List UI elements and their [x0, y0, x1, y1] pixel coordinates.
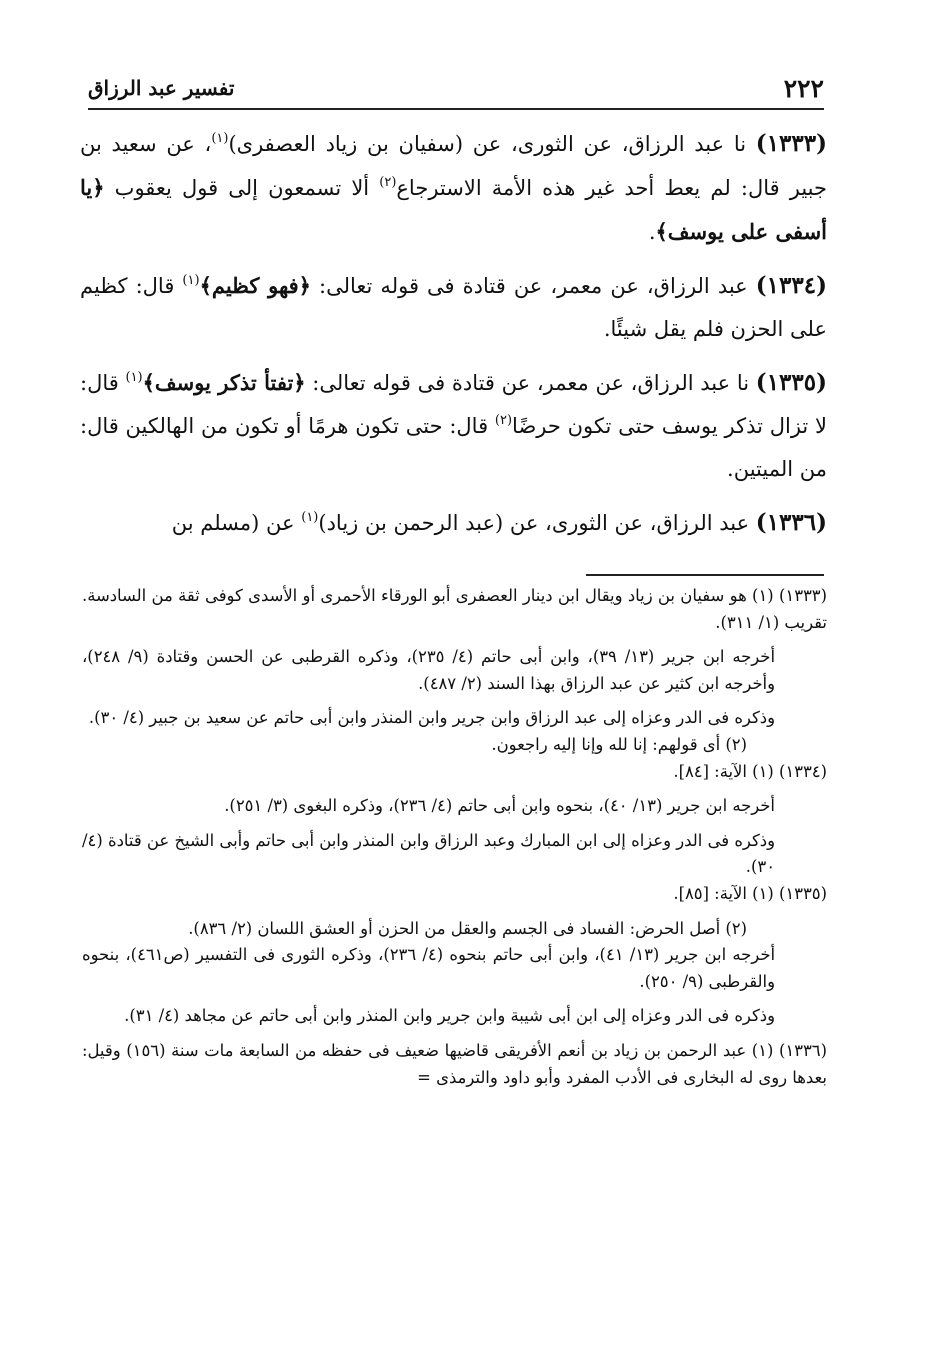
page-number: ٢٢٢: [783, 73, 824, 103]
entry-number: (١٣٣٥): [755, 369, 827, 396]
footnotes: [82, 583, 827, 1091]
entry-text: قال: لا تزال تذكر يوسف حتى تكون حرضًا: [80, 371, 827, 438]
quran-quote: ﴿تفتأ تذكر يوسف﴾: [142, 370, 306, 395]
footnote: وذكره فى الدر وعزاه إلى ابن أبى شيبة وابن جرير وابن المنذر وابن أبى حاتم عن مجاهد (٤/ ٣١).: [124, 1006, 775, 1026]
entry-text: قال: كظيم على الحزن فلم يقل شيئًا.: [80, 274, 827, 341]
footnote-marker: (١): [182, 273, 200, 288]
footnote: أخرجه ابن جرير (١٣/ ٣٩)، وابن أبى حاتم (٤/ ٢٣٥)، وذكره القرطبى عن الحسن وقتادة (٩/ ٢٤٨)، وأخرجه ابن كثير عن عبد الرزاق بهذا السند (٢/ ٤٨٧).: [82, 647, 775, 693]
entry-text: عبد الرزاق، عن معمر، عن قتادة فى قوله تعالى:: [310, 274, 756, 298]
footnote: (٢) أصل الحرض: الفساد فى الجسم والعقل من الحزن أو العشق اللسان (٢/ ٨٣٦).: [188, 918, 747, 938]
hadith-entry: [80, 122, 827, 254]
running-title: تفسير عبد الرزاق: [88, 76, 235, 100]
footnote: (١٣٣٣) (١) هو سفيان بن زياد ويقال ابن دينار العصفرى أبو الورقاء الأحمرى أو الأسدى كوفى ثقة من السادسة. تقريب (١/ ٣١١).: [82, 586, 828, 632]
entry-text: نا عبد الرزاق، عن معمر، عن قتادة فى قوله تعالى:: [305, 371, 756, 395]
footnote: وذكره فى الدر وعزاه إلى عبد الرزاق وابن جرير وابن المنذر وابن أبى حاتم عن سعيد بن جبير (٤/ ٣٠).: [88, 708, 775, 728]
entry-text: قال: حتى تكون هرمًا أو تكون من الهالكين قال: من الميتين.: [80, 414, 827, 481]
entry-text: .: [648, 220, 656, 244]
footnote: أخرجه ابن جرير (١٣/ ٤٠)، بنحوه وابن أبى حاتم (٤/ ٢٣٦)، وذكره البغوى (٣/ ٢٥١).: [224, 796, 775, 816]
entry-text: ألا تسمعون إلى قول يعقوب: [104, 176, 380, 200]
entry-text: عبد الرزاق، عن الثورى، عن (عبد الرحمن بن زياد): [318, 511, 756, 535]
hadith-entry: [80, 361, 827, 491]
footnote: (٢) أى قولهم: إنا لله وإنا إليه راجعون.: [491, 734, 747, 754]
main-text: [80, 122, 827, 555]
footnote: (١٣٣٥) (١) الآية: [٨٥].: [673, 883, 827, 903]
quran-quote: ﴿فهو كظيم﴾: [199, 273, 311, 298]
footnote-marker: (٢): [379, 175, 397, 190]
footnote-marker: (١): [125, 370, 143, 385]
footnote-marker: (١): [301, 510, 319, 525]
entry-text: ، عن سعيد بن جبير قال: لم يعط أحد غير هذه الأمة الاسترجاع: [80, 132, 827, 200]
entry-number: (١٣٣٤): [755, 272, 827, 299]
footnote: (١٣٣٤) (١) الآية: [٨٤].: [673, 761, 827, 781]
footnote-marker: (١): [211, 131, 229, 146]
footnote: أخرجه ابن جرير (١٣/ ٤١)، وابن أبى حاتم بنحوه (٤/ ٢٣٦)، وذكره الثورى فى التفسير (ص٤٦١)، بنحوه والقرطبى (٩/ ٢٥٠).: [82, 945, 776, 991]
quran-quote: ﴿يا أسفى على يوسف﴾: [80, 175, 827, 244]
entry-text: عن (مسلم بن: [171, 511, 302, 535]
footnote-separator: [586, 574, 824, 576]
footnote-marker: (٢): [494, 413, 513, 428]
page-header: [88, 68, 824, 110]
entry-number: (١٣٣٣): [755, 130, 827, 157]
entry-text: نا عبد الرزاق، عن الثورى، عن (سفيان بن زياد العصفرى): [228, 132, 756, 156]
footnote: (١٣٣٦) (١) عبد الرحمن بن زياد بن أنعم الأفريقى قاضيها ضعيف فى حفظه من السابعة مات سنة (١٥٦) وقيل: بعدها روى له البخارى فى الأدب المفرد وأبو داود والترمذى =: [82, 1040, 827, 1087]
footnote: وذكره فى الدر وعزاه إلى ابن المبارك وعبد الرزاق وابن المنذر وابن أبى حاتم وأبى الشيخ عن قتادة (٤/ ٣٠).: [82, 830, 775, 877]
hadith-entry: [80, 501, 827, 545]
entry-number: (١٣٣٦): [755, 509, 827, 536]
hadith-entry: [80, 264, 827, 351]
